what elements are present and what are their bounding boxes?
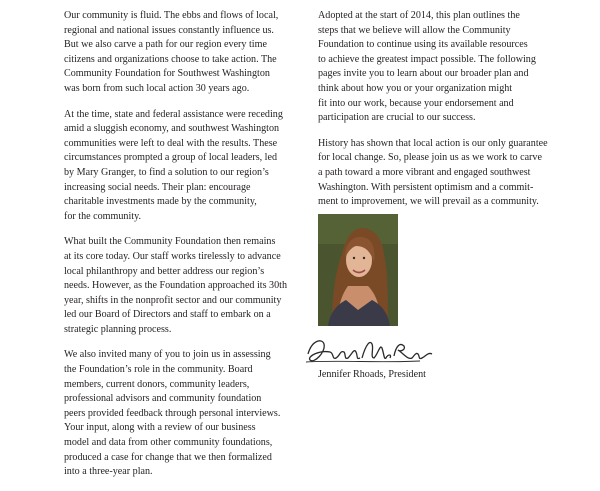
text-line: needs. However, as the Foundation approached its 30th: [64, 280, 288, 292]
paragraph: [64, 235, 302, 337]
text-line: Washington. With persistent optimism and a commit-: [318, 181, 534, 193]
text-line: Adopted at the start of 2014, this plan outlines the: [318, 10, 520, 21]
text-line: Our community is fluid. The ebbs and flows of local,: [64, 10, 279, 21]
text-line: for the community.: [64, 210, 141, 222]
text-line: peers provided feedback through personal interviews.: [64, 407, 281, 419]
paragraph: [64, 348, 302, 479]
paragraph: [318, 9, 540, 126]
text-line: members, current donors, community leaders,: [64, 378, 250, 390]
paragraph: [64, 9, 302, 97]
text-line: ment to improvement, we will prevail as a community.: [318, 196, 539, 208]
text-line: increasing social needs. Their plan: encourage: [64, 181, 251, 193]
text-line: Your input, along with a review of our business: [64, 422, 256, 434]
signatory-name: Jennifer Rhoads, President: [318, 369, 426, 380]
text-line: Foundation to continue using its available resources: [318, 39, 528, 51]
text-line: the Foundation’s role in the community. Board: [64, 364, 253, 376]
text-line: History has shown that local action is our only guarantee: [318, 137, 548, 149]
text-line: to achieve the greatest impact possible. The following: [318, 53, 536, 65]
text-line: at its core today. Our staff works tirelessly to advance: [64, 250, 281, 262]
text-line: pages invite you to learn about our broader plan and: [318, 68, 529, 80]
text-line: amid a sluggish economy, and southwest Washington: [64, 123, 280, 135]
text-line: into a three-year plan.: [64, 466, 153, 478]
text-line: citizens and organizations choose to take action. The: [64, 53, 277, 65]
text-line: produced a case for change that we then formalized: [64, 451, 272, 463]
text-line: by Mary Granger, to find a solution to our region’s: [64, 166, 269, 178]
text-line: steps that we believe will allow the Community: [318, 24, 511, 36]
portrait-photo: [318, 214, 398, 326]
right-column: [318, 9, 548, 221]
text-line: participation are crucial to our success.: [318, 112, 476, 124]
text-line: for local change. So, please join us as we work to carve: [318, 152, 542, 164]
text-line: regional and national issues constantly influence us.: [64, 24, 274, 36]
paragraph: [64, 108, 302, 225]
paragraph: [318, 137, 548, 210]
text-line: a path toward a more vibrant and engaged southwest: [318, 166, 531, 178]
text-line: fit into our work, because your endorsement and: [318, 97, 514, 109]
text-line: year, shifts in the nonprofit sector and our community: [64, 294, 282, 306]
text-line: think about how you or your organization might: [318, 82, 513, 94]
portrait-illustration: [318, 214, 398, 326]
text-line: was born from such local action 30 years ago.: [64, 82, 250, 94]
text-line: local philanthropy and better address our region’s: [64, 265, 265, 277]
text-line: strategic planning process.: [64, 323, 172, 335]
text-line: communities were left to deal with the results. These: [64, 137, 278, 149]
text-line: circumstances prompted a group of local leaders, led: [64, 152, 278, 164]
text-line: But we also carve a path for our region every time: [64, 39, 267, 51]
left-column: [64, 9, 302, 491]
text-line: Community Foundation for Southwest Washington: [64, 68, 270, 80]
signature-image: [300, 330, 440, 370]
text-line: model and data from other community foundations,: [64, 437, 273, 449]
text-line: led our Board of Directors and staff to embark on a: [64, 309, 271, 321]
text-line: charitable investments made by the community,: [64, 196, 257, 208]
text-line: At the time, state and federal assistance were receding: [64, 108, 283, 120]
text-line: We also invited many of you to join us in assessing: [64, 349, 271, 361]
text-line: What built the Community Foundation then remains: [64, 236, 276, 248]
text-line: professional advisors and community foundation: [64, 393, 262, 405]
